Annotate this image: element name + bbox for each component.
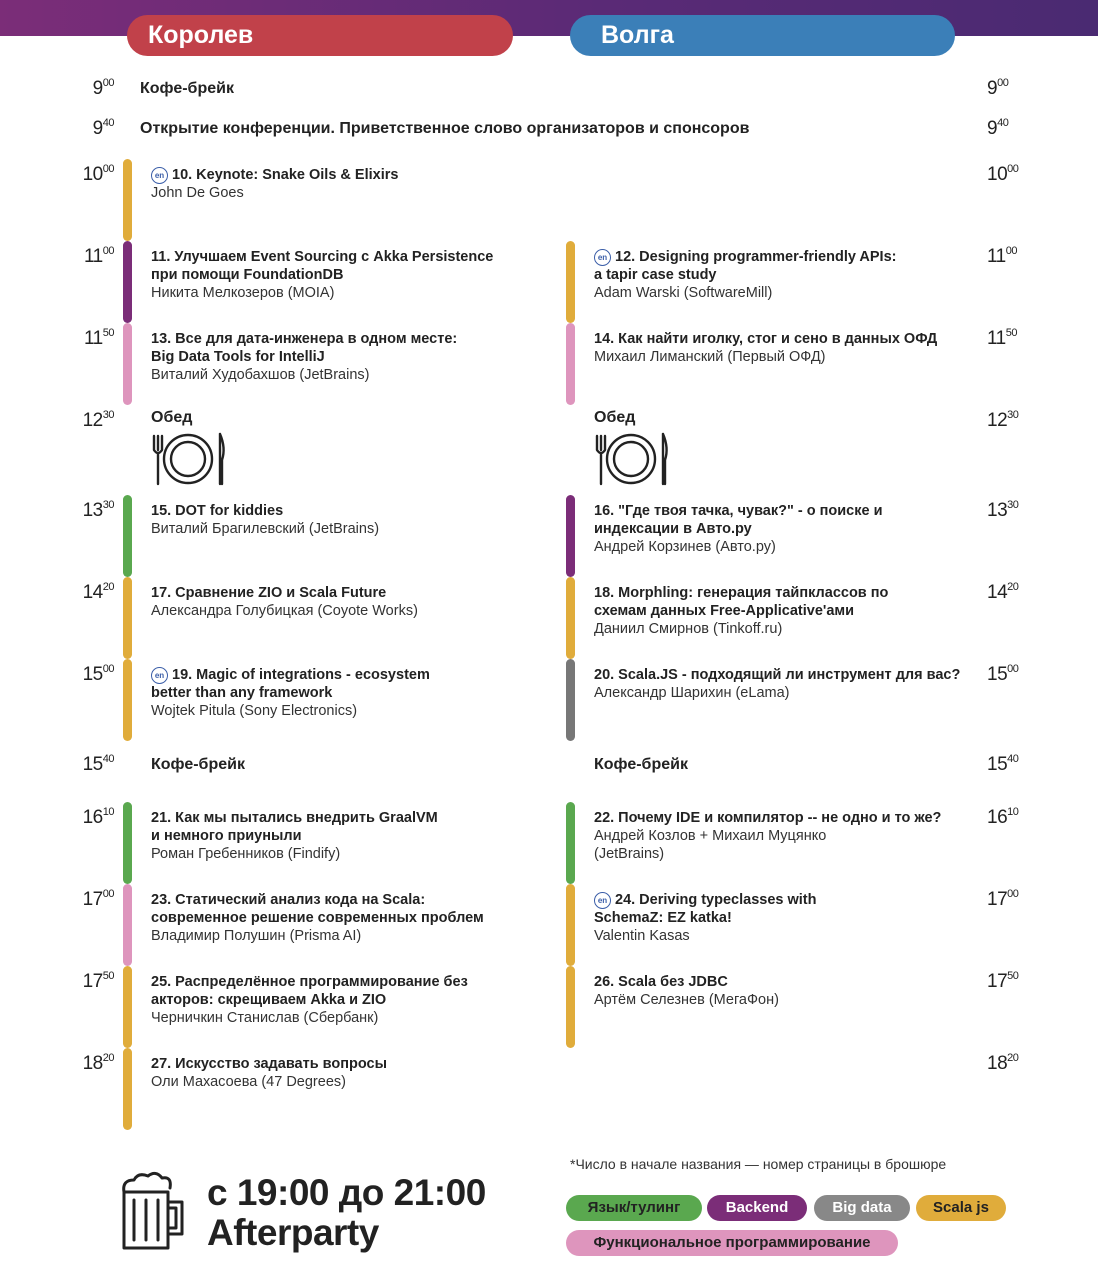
legend-scala-js: Scala js	[916, 1195, 1006, 1221]
track-bar	[123, 323, 132, 405]
talk-card[interactable]	[594, 666, 984, 702]
track-bar	[123, 802, 132, 884]
talk-title: 14. Как найти иголку, стог и сено в данных ОФД	[594, 331, 938, 347]
talk-title: 22. Почему IDE и компилятор -- не одно и то же?	[594, 810, 942, 826]
talk-title: 23. Статический анализ кода на Scala: современное решение современных проблем	[151, 892, 484, 926]
lunch-right: Обед	[594, 409, 636, 426]
time-left: $13^{30}$	[82, 499, 114, 521]
talk-card[interactable]	[594, 973, 984, 1009]
track-bar	[123, 577, 132, 659]
talk-title: 27. Искусство задавать вопросы	[151, 1056, 387, 1072]
hall-korolev-header: Королев	[127, 15, 513, 56]
time-left: $17^{00}$	[82, 888, 114, 910]
legend-backend: Backend	[707, 1195, 807, 1221]
talk-speaker: Wojtek Pitula (Sony Electronics)	[151, 703, 358, 719]
talk-speaker: Роман Гребенников (Findify)	[151, 846, 341, 862]
talk-speaker: Александр Шарихин (eLama)	[594, 685, 790, 701]
time-right: $14^{20}$	[987, 581, 1019, 603]
talk-speaker: Александра Голубицкая (Coyote Works)	[151, 603, 418, 619]
hall-volga-header: Волга	[570, 15, 955, 56]
track-bar	[123, 495, 132, 577]
plate-cutlery-icon	[591, 430, 671, 488]
talk-card[interactable]	[151, 502, 561, 538]
track-bar	[123, 241, 132, 323]
plate-cutlery-icon	[148, 430, 228, 488]
talk-card[interactable]	[151, 891, 561, 945]
time-right: $17^{50}$	[987, 970, 1019, 992]
time-left: $14^{20}$	[82, 581, 114, 603]
time-right: $12^{30}$	[987, 409, 1019, 431]
en-badge-icon: en	[151, 167, 168, 184]
legend-big-data: Big data	[814, 1195, 910, 1221]
talk-title: 18. Morphling: генерация тайпклассов по схемам данных Free-Applicative'ами	[594, 585, 889, 619]
talk-speaker: Михаил Лиманский (Первый ОФД)	[594, 349, 826, 365]
talk-speaker: Черничкин Станислав (Сбербанк)	[151, 1010, 379, 1026]
talk-card[interactable]	[151, 973, 561, 1027]
track-bar	[123, 966, 132, 1048]
talk-title: 16. "Где твоя тачка, чувак?" - о поиске и индексации в Авто.ру	[594, 503, 883, 537]
talk-speaker: Виталий Худобахшов (JetBrains)	[151, 367, 370, 383]
time-left: $15^{40}$	[82, 753, 114, 775]
beer-mug-icon	[118, 1170, 188, 1252]
time-right: $18^{20}$	[987, 1052, 1019, 1074]
talk-title: 11. Улучшаем Event Sourcing с Akka Persistence при помощи FoundationDB	[151, 249, 494, 283]
time-right: $15^{40}$	[987, 753, 1019, 775]
talk-card[interactable]	[151, 666, 561, 720]
talk-card[interactable]	[151, 248, 561, 302]
track-bar	[566, 495, 575, 577]
talk-title: 15. DOT for kiddies	[151, 503, 284, 519]
lunch-left: Обед	[151, 409, 193, 426]
talk-card[interactable]	[594, 248, 984, 302]
talk-speaker: Оли Махасоева (47 Degrees)	[151, 1074, 346, 1090]
talk-card[interactable]	[151, 1055, 561, 1091]
talk-card[interactable]	[594, 502, 984, 556]
talk-title-line: en 12. Designing programmer-friendly APIs: a tapir case study	[594, 249, 897, 283]
track-bar	[566, 966, 575, 1048]
talk-title: 26. Scala без JDBC	[594, 974, 728, 990]
track-bar	[123, 1048, 132, 1130]
afterparty-time: с 19:00 до 21:00	[207, 1172, 486, 1213]
talk-card[interactable]	[594, 809, 984, 863]
time-right: $15^{00}$	[987, 663, 1019, 685]
talk-speaker: Андрей Корзинев (Авто.ру)	[594, 539, 776, 555]
track-bar	[566, 577, 575, 659]
track-bar	[566, 884, 575, 966]
talk-card[interactable]	[151, 330, 561, 384]
en-badge-icon: en	[151, 667, 168, 684]
talk-title: 13. Все для дата-инженера в одном месте: Big Data Tools for IntelliJ	[151, 331, 458, 365]
time-opening-left: $9^{40}$	[92, 117, 114, 139]
opening-ceremony: Открытие конференции. Приветственное слово организаторов и спонсоров	[140, 120, 750, 137]
track-bar	[123, 159, 132, 241]
talk-speaker: Valentin Kasas	[594, 928, 690, 944]
talk-speaker: Adam Warski (SoftwareMill)	[594, 285, 773, 301]
talk-title-line: en 24. Deriving typeclasses with SchemaZ: EZ katka!	[594, 892, 817, 926]
en-badge-icon: en	[594, 892, 611, 909]
track-bar	[566, 241, 575, 323]
afterparty-title: Afterparty	[207, 1212, 379, 1253]
talk-speaker: Даниил Смирнов (Tinkoff.ru)	[594, 621, 783, 637]
talk-speaker: Артём Селезнев (МегаФон)	[594, 992, 779, 1008]
talk-card[interactable]	[594, 891, 984, 945]
time-left: $10^{00}$	[82, 163, 114, 185]
time-opening-right: $9^{40}$	[987, 117, 1009, 139]
time-coffee-right: $9^{00}$	[987, 77, 1009, 99]
time-left: $15^{00}$	[82, 663, 114, 685]
talk-card[interactable]	[151, 166, 561, 202]
time-right: $10^{00}$	[987, 163, 1019, 185]
time-right: $11^{00}$	[987, 245, 1017, 267]
talk-title: 20. Scala.JS - подходящий ли инструмент для вас?	[594, 667, 961, 683]
talk-speaker: Андрей Козлов + Михаил Муцянко (JetBrains)	[594, 828, 827, 862]
time-coffee-left: $9^{00}$	[92, 77, 114, 99]
time-left: $18^{20}$	[82, 1052, 114, 1074]
footnote: *Число в начале названия — номер страницы в брошюре	[570, 1156, 947, 1172]
legend-functional-programming: Функциональное программирование	[566, 1230, 898, 1256]
time-right: $17^{00}$	[987, 888, 1019, 910]
time-right: $16^{10}$	[987, 806, 1019, 828]
talk-speaker: Владимир Полушин (Prisma AI)	[151, 928, 362, 944]
talk-card[interactable]	[594, 330, 984, 366]
track-bar	[123, 884, 132, 966]
talk-speaker: John De Goes	[151, 185, 244, 201]
talk-card[interactable]	[151, 584, 561, 620]
track-bar	[566, 323, 575, 405]
time-right: $11^{50}$	[987, 327, 1017, 349]
time-left: $11^{50}$	[84, 327, 114, 349]
coffee-break-right: Кофе-брейк	[594, 756, 688, 773]
talk-title-line: en 19. Magic of integrations - ecosystem better than any framework	[151, 667, 430, 701]
en-badge-icon: en	[594, 249, 611, 266]
time-left: $12^{30}$	[82, 409, 114, 431]
coffee-break-left: Кофе-брейк	[151, 756, 245, 773]
track-bar	[566, 659, 575, 741]
talk-title: 21. Как мы пытались внедрить GraalVM и немного приуныли	[151, 810, 438, 844]
talk-speaker: Никита Мелкозеров (МОIA)	[151, 285, 335, 301]
track-bar	[123, 659, 132, 741]
talk-card[interactable]	[151, 809, 561, 863]
coffee-break-morning: Кофе-брейк	[140, 80, 234, 97]
time-left: $17^{50}$	[82, 970, 114, 992]
talk-card[interactable]	[594, 584, 984, 638]
talk-title: 17. Сравнение ZIO и Scala Future	[151, 585, 387, 601]
talk-title: 25. Распределённое программирование без акторов: скрещиваем Akka и ZIO	[151, 974, 468, 1008]
talk-title-line: en 10. Keynote: Snake Oils & Elixirs	[151, 166, 561, 184]
legend-language-tooling: Язык/тулинг	[566, 1195, 702, 1221]
time-right: $13^{30}$	[987, 499, 1019, 521]
talk-speaker: Виталий Брагилевский (JetBrains)	[151, 521, 380, 537]
time-left: $11^{00}$	[84, 245, 114, 267]
track-bar	[566, 802, 575, 884]
time-left: $16^{10}$	[82, 806, 114, 828]
